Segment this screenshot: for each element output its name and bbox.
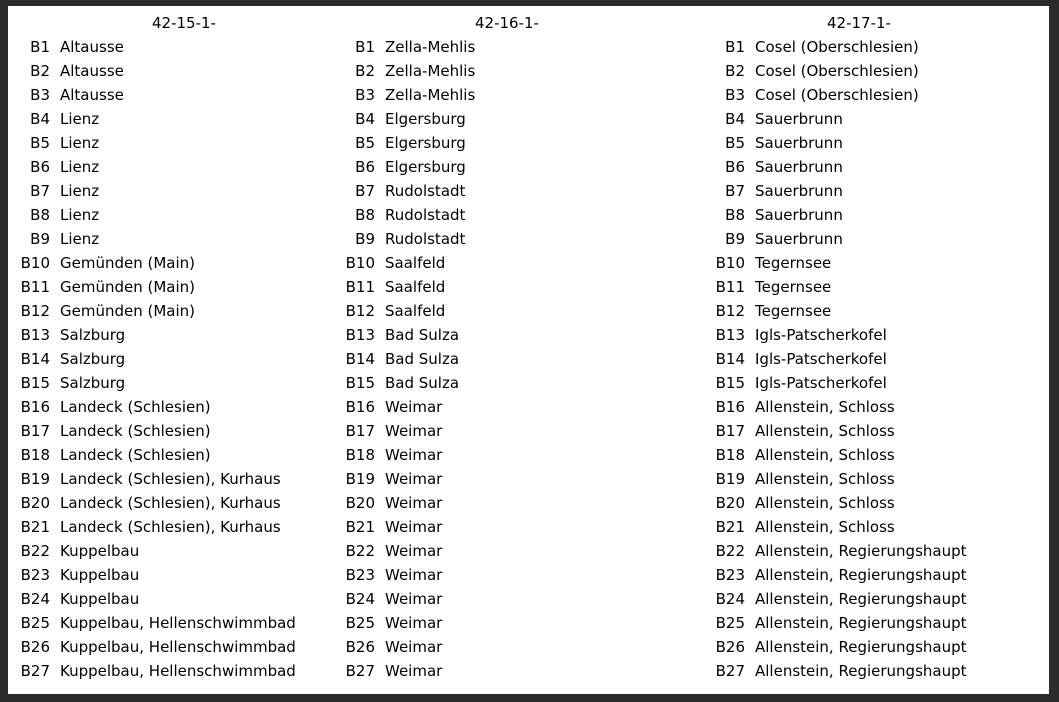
entry-place: Altausse <box>60 86 124 104</box>
entry-place: Kuppelbau, Hellenschwimmbad <box>60 614 296 632</box>
entry-code: B19 <box>20 470 50 488</box>
entry-place: Lienz <box>60 134 100 152</box>
entry-code: B24 <box>715 590 745 608</box>
list-item <box>14 491 344 515</box>
list-item <box>709 323 1039 347</box>
entry-place: Altausse <box>60 62 124 80</box>
list-item <box>14 203 344 227</box>
entry-code: B27 <box>345 662 375 680</box>
entry-place: Landeck (Schlesien) <box>60 398 211 416</box>
entry-place: Weimar <box>385 518 443 536</box>
entry-place: Igls-Patscherkofel <box>755 350 887 368</box>
entry-place: Allenstein, Regierungshaupt <box>755 662 967 680</box>
entry-place: Sauerbrunn <box>755 206 843 224</box>
entry-code: B6 <box>355 158 375 176</box>
list-item <box>14 611 344 635</box>
entry-code: B16 <box>20 398 50 416</box>
entry-place: Salzburg <box>60 350 126 368</box>
entry-place: Tegernsee <box>755 254 832 272</box>
entry-place: Rudolstadt <box>385 230 466 248</box>
list-item <box>709 395 1039 419</box>
entry-place: Saalfeld <box>385 254 446 272</box>
list-item <box>339 539 699 563</box>
entry-code: B12 <box>715 302 745 320</box>
entry-place: Zella-Mehlis <box>385 62 476 80</box>
entry-place: Sauerbrunn <box>755 110 843 128</box>
list-item <box>14 227 344 251</box>
entry-place: Sauerbrunn <box>755 230 843 248</box>
list-item <box>14 515 344 539</box>
list-item <box>709 587 1039 611</box>
entry-place: Bad Sulza <box>385 326 460 344</box>
list-item <box>339 587 699 611</box>
entry-place: Tegernsee <box>755 302 832 320</box>
entry-place: Bad Sulza <box>385 350 460 368</box>
list-item <box>14 131 344 155</box>
entry-code: B2 <box>355 62 375 80</box>
entry-code: B3 <box>30 86 50 104</box>
list-item <box>709 59 1039 83</box>
entry-code: B22 <box>20 542 50 560</box>
entry-place: Saalfeld <box>385 302 446 320</box>
entry-code: B23 <box>20 566 50 584</box>
entry-code: B23 <box>715 566 745 584</box>
list-item <box>339 83 699 107</box>
entry-code: B25 <box>345 614 375 632</box>
entry-code: B12 <box>20 302 50 320</box>
entry-list <box>709 35 1039 683</box>
entry-place: Weimar <box>385 470 443 488</box>
entry-place: Elgersburg <box>385 110 466 128</box>
list-item <box>14 107 344 131</box>
entry-code: B10 <box>20 254 50 272</box>
list-item <box>339 35 699 59</box>
list-item <box>709 83 1039 107</box>
entry-place: Elgersburg <box>385 134 466 152</box>
entry-place: Sauerbrunn <box>755 158 843 176</box>
entry-place: Rudolstadt <box>385 206 466 224</box>
entry-place: Allenstein, Schloss <box>755 470 895 488</box>
list-item <box>339 227 699 251</box>
entry-place: Allenstein, Schloss <box>755 398 895 416</box>
entry-place: Weimar <box>385 542 443 560</box>
entry-code: B26 <box>20 638 50 656</box>
entry-code: B11 <box>345 278 375 296</box>
list-item <box>14 59 344 83</box>
list-item <box>709 443 1039 467</box>
entry-code: B7 <box>355 182 375 200</box>
entry-place: Gemünden (Main) <box>60 302 196 320</box>
entry-code: B3 <box>355 86 375 104</box>
entry-code: B20 <box>345 494 375 512</box>
entry-code: B8 <box>30 206 50 224</box>
entry-place: Landeck (Schlesien) <box>60 422 211 440</box>
entry-code: B24 <box>20 590 50 608</box>
entry-place: Weimar <box>385 494 443 512</box>
list-item <box>709 611 1039 635</box>
entry-place: Kuppelbau <box>60 566 140 584</box>
entry-code: B16 <box>715 398 745 416</box>
list-item <box>709 467 1039 491</box>
entry-code: B17 <box>715 422 745 440</box>
list-item <box>14 443 344 467</box>
column-header: 42-16-1- <box>475 14 539 32</box>
list-item <box>709 131 1039 155</box>
list-item <box>709 371 1039 395</box>
list-item <box>339 323 699 347</box>
entry-place: Landeck (Schlesien), Kurhaus <box>60 470 281 488</box>
entry-code: B17 <box>345 422 375 440</box>
entry-code: B13 <box>20 326 50 344</box>
entry-code: B9 <box>30 230 50 248</box>
entry-place: Landeck (Schlesien), Kurhaus <box>60 518 281 536</box>
entry-place: Kuppelbau <box>60 590 140 608</box>
list-item <box>709 659 1039 683</box>
entry-place: Gemünden (Main) <box>60 278 196 296</box>
list-item <box>709 275 1039 299</box>
entry-place: Sauerbrunn <box>755 134 843 152</box>
entry-place: Allenstein, Schloss <box>755 518 895 536</box>
list-item <box>14 155 344 179</box>
list-item <box>14 275 344 299</box>
entry-place: Allenstein, Regierungshaupt <box>755 638 967 656</box>
entry-code: B11 <box>20 278 50 296</box>
list-item <box>709 635 1039 659</box>
list-item <box>339 155 699 179</box>
column-42-15-1 <box>14 11 344 683</box>
list-item <box>339 347 699 371</box>
list-item <box>339 131 699 155</box>
entry-code: B5 <box>30 134 50 152</box>
entry-code: B14 <box>345 350 375 368</box>
entry-place: Weimar <box>385 662 443 680</box>
list-item <box>14 563 344 587</box>
entry-place: Lienz <box>60 182 100 200</box>
entry-code: B8 <box>355 206 375 224</box>
entry-code: B2 <box>725 62 745 80</box>
list-item <box>14 347 344 371</box>
entry-code: B4 <box>725 110 745 128</box>
list-item <box>709 227 1039 251</box>
entry-code: B22 <box>345 542 375 560</box>
entry-code: B4 <box>30 110 50 128</box>
list-item <box>14 635 344 659</box>
column-header: 42-15-1- <box>152 14 216 32</box>
list-item <box>14 587 344 611</box>
list-item <box>339 659 699 683</box>
list-item <box>14 299 344 323</box>
entry-code: B1 <box>30 38 50 56</box>
entry-place: Tegernsee <box>755 278 832 296</box>
entry-place: Saalfeld <box>385 278 446 296</box>
entry-place: Cosel (Oberschlesien) <box>755 86 919 104</box>
entry-place: Sauerbrunn <box>755 182 843 200</box>
entry-code: B1 <box>725 38 745 56</box>
entry-place: Weimar <box>385 566 443 584</box>
list-item <box>709 563 1039 587</box>
entry-code: B16 <box>345 398 375 416</box>
entry-code: B19 <box>715 470 745 488</box>
entry-code: B18 <box>20 446 50 464</box>
entry-code: B20 <box>715 494 745 512</box>
entry-code: B13 <box>715 326 745 344</box>
entry-code: B27 <box>715 662 745 680</box>
entry-code: B21 <box>20 518 50 536</box>
entry-place: Gemünden (Main) <box>60 254 196 272</box>
list-item <box>14 179 344 203</box>
entry-place: Allenstein, Schloss <box>755 494 895 512</box>
list-item <box>14 83 344 107</box>
entry-code: B9 <box>355 230 375 248</box>
entry-code: B3 <box>725 86 745 104</box>
column-header: 42-17-1- <box>827 14 891 32</box>
entry-code: B21 <box>345 518 375 536</box>
entry-code: B25 <box>715 614 745 632</box>
entry-code: B15 <box>345 374 375 392</box>
entry-code: B20 <box>20 494 50 512</box>
list-item <box>709 491 1039 515</box>
entry-place: Zella-Mehlis <box>385 38 476 56</box>
entry-place: Salzburg <box>60 374 126 392</box>
entry-code: B15 <box>715 374 745 392</box>
entry-code: B24 <box>345 590 375 608</box>
list-item <box>14 419 344 443</box>
entry-place: Lienz <box>60 206 100 224</box>
entry-place: Weimar <box>385 422 443 440</box>
entry-place: Weimar <box>385 446 443 464</box>
entry-place: Igls-Patscherkofel <box>755 326 887 344</box>
list-item <box>14 323 344 347</box>
entry-place: Allenstein, Regierungshaupt <box>755 542 967 560</box>
list-item <box>14 467 344 491</box>
entry-list <box>339 35 699 683</box>
entry-place: Igls-Patscherkofel <box>755 374 887 392</box>
list-item <box>709 251 1039 275</box>
entry-code: B18 <box>345 446 375 464</box>
entry-place: Weimar <box>385 398 443 416</box>
list-item <box>14 395 344 419</box>
entry-code: B22 <box>715 542 745 560</box>
entry-place: Elgersburg <box>385 158 466 176</box>
entry-code: B4 <box>355 110 375 128</box>
list-item <box>339 491 699 515</box>
entry-code: B19 <box>345 470 375 488</box>
entry-code: B14 <box>715 350 745 368</box>
entry-code: B5 <box>725 134 745 152</box>
entry-place: Kuppelbau <box>60 542 140 560</box>
list-item <box>709 179 1039 203</box>
list-item <box>339 467 699 491</box>
list-item <box>339 395 699 419</box>
entry-code: B7 <box>30 182 50 200</box>
entry-code: B25 <box>20 614 50 632</box>
list-item <box>339 251 699 275</box>
entry-place: Allenstein, Regierungshaupt <box>755 590 967 608</box>
list-item <box>709 107 1039 131</box>
entry-place: Kuppelbau, Hellenschwimmbad <box>60 662 296 680</box>
document-page <box>8 6 1049 694</box>
list-item <box>709 419 1039 443</box>
entry-place: Landeck (Schlesien) <box>60 446 211 464</box>
list-item <box>709 515 1039 539</box>
column-42-17-1 <box>709 11 1039 683</box>
entry-code: B11 <box>715 278 745 296</box>
entry-place: Allenstein, Regierungshaupt <box>755 566 967 584</box>
entry-code: B8 <box>725 206 745 224</box>
list-item <box>14 371 344 395</box>
entry-place: Zella-Mehlis <box>385 86 476 104</box>
entry-code: B17 <box>20 422 50 440</box>
list-item <box>709 155 1039 179</box>
entry-code: B26 <box>345 638 375 656</box>
list-item <box>709 347 1039 371</box>
list-item <box>709 539 1039 563</box>
list-item <box>709 203 1039 227</box>
list-item <box>14 251 344 275</box>
list-item <box>14 659 344 683</box>
entry-code: B14 <box>20 350 50 368</box>
entry-place: Allenstein, Regierungshaupt <box>755 614 967 632</box>
list-item <box>339 419 699 443</box>
list-item <box>339 107 699 131</box>
entry-place: Weimar <box>385 590 443 608</box>
list-item <box>339 635 699 659</box>
list-item <box>709 299 1039 323</box>
list-item <box>14 539 344 563</box>
entry-place: Rudolstadt <box>385 182 466 200</box>
entry-code: B10 <box>345 254 375 272</box>
entry-place: Allenstein, Schloss <box>755 422 895 440</box>
list-item <box>339 299 699 323</box>
entry-place: Allenstein, Schloss <box>755 446 895 464</box>
list-item <box>339 611 699 635</box>
entry-place: Lienz <box>60 110 100 128</box>
entry-code: B1 <box>355 38 375 56</box>
list-item <box>339 179 699 203</box>
entry-code: B13 <box>345 326 375 344</box>
entry-code: B18 <box>715 446 745 464</box>
entry-code: B6 <box>725 158 745 176</box>
entry-code: B23 <box>345 566 375 584</box>
entry-place: Cosel (Oberschlesien) <box>755 62 919 80</box>
entry-code: B7 <box>725 182 745 200</box>
list-item <box>339 563 699 587</box>
entry-code: B5 <box>355 134 375 152</box>
entry-place: Altausse <box>60 38 124 56</box>
entry-place: Kuppelbau, Hellenschwimmbad <box>60 638 296 656</box>
list-item <box>339 515 699 539</box>
entry-place: Weimar <box>385 638 443 656</box>
entry-place: Lienz <box>60 230 100 248</box>
list-item <box>709 35 1039 59</box>
entry-code: B21 <box>715 518 745 536</box>
list-item <box>14 35 344 59</box>
entry-place: Weimar <box>385 614 443 632</box>
list-item <box>339 371 699 395</box>
entry-place: Landeck (Schlesien), Kurhaus <box>60 494 281 512</box>
entry-code: B15 <box>20 374 50 392</box>
entry-code: B10 <box>715 254 745 272</box>
entry-place: Salzburg <box>60 326 126 344</box>
list-item <box>339 203 699 227</box>
column-42-16-1 <box>339 11 699 683</box>
list-item <box>339 59 699 83</box>
entry-code: B6 <box>30 158 50 176</box>
entry-code: B2 <box>30 62 50 80</box>
entry-code: B26 <box>715 638 745 656</box>
entry-code: B12 <box>345 302 375 320</box>
entry-place: Bad Sulza <box>385 374 460 392</box>
entry-code: B27 <box>20 662 50 680</box>
entry-place: Lienz <box>60 158 100 176</box>
entry-code: B9 <box>725 230 745 248</box>
list-item <box>339 443 699 467</box>
entry-place: Cosel (Oberschlesien) <box>755 38 919 56</box>
entry-list <box>14 35 344 683</box>
list-item <box>339 275 699 299</box>
